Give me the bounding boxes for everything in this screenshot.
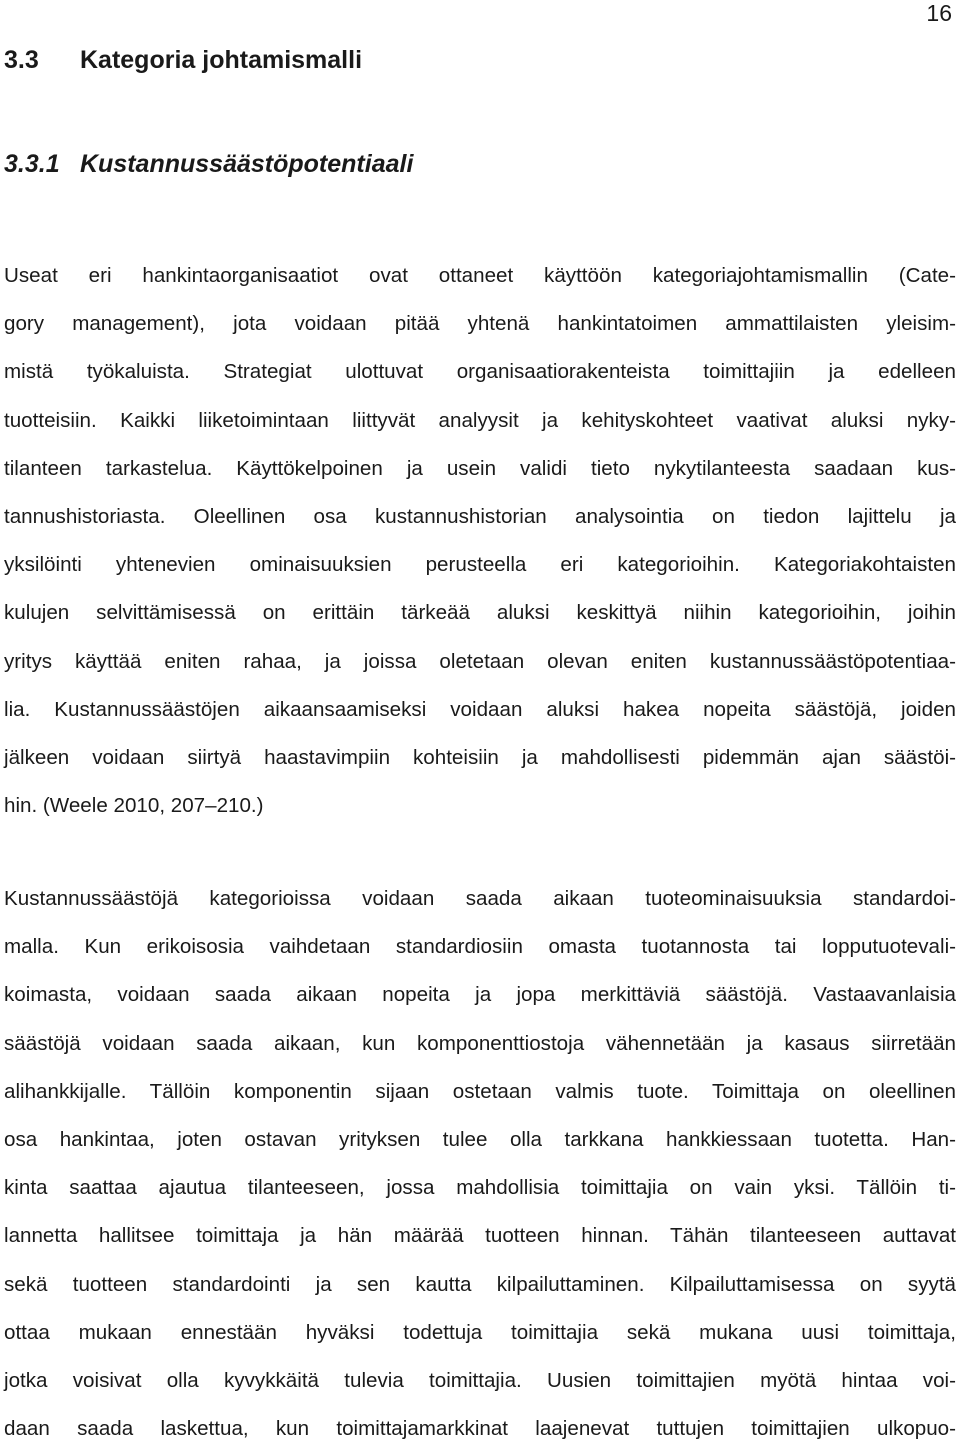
section-title: Kategoria johtamismalli [80,46,363,74]
paragraph-line: kinta saattaa ajautua tilanteeseen, jossa mahdollisia toimittajia on vain yksi. Tällöin ti- [4,1176,956,1200]
paragraph-line: koimasta, voidaan saada aikaan nopeita ja jopa merkittäviä säästöjä. Vastaavanlaisia [4,983,956,1007]
subsection-number: 3.3.1 [4,150,60,178]
paragraph-line: lannetta hallitsee toimittaja ja hän määrää tuotteen hinnan. Tähän tilanteeseen auttavat [4,1224,956,1248]
subsection-heading [4,148,413,180]
paragraph-line: säästöjä voidaan saada aikaan, kun komponenttiostoja vähennetään ja kasaus siirretään [4,1031,956,1055]
paragraph-line: hin. (Weele 2010, 207–210.) [4,794,264,818]
paragraph-1 [4,252,956,830]
paragraph-line: ottaa mukaan ennestään hyväksi todettuja toimittajia sekä mukana uusi toimittaja, [4,1320,956,1344]
paragraph-line: tannushistoriasta. Oleellinen osa kustannushistorian analysointia on tiedon lajittelu ja [4,504,956,528]
paragraph-line: kulujen selvittämisessä on erittäin tärkeää aluksi keskittyä niihin kategorioihin, joihin [4,601,956,625]
page-number: 16 [926,0,952,26]
section-heading [4,44,362,76]
paragraph-line: gory management), jota voidaan pitää yhtenä hankintatoimen ammattilaisten yleisim- [4,312,956,336]
paragraph-line: Kustannussäästöjä kategorioissa voidaan saada aikaan tuoteominaisuuksia standardoi- [4,887,956,910]
paragraph-line: yritys käyttää eniten rahaa, ja joissa oletetaan olevan eniten kustannussäästöpotentiaa- [4,649,956,673]
paragraph-line: jälkeen voidaan siirtyä haastavimpiin kohteisiin ja mahdollisesti pidemmän ajan säästöi- [4,745,956,769]
paragraph-line: Useat eri hankintaorganisaatiot ovat ottaneet käyttöön kategoriajohtamismallin (Cate- [4,264,956,287]
section-number: 3.3 [4,46,39,74]
paragraph-line: sekä tuotteen standardointi ja sen kautta kilpailuttaminen. Kilpailuttamisessa on syytä [4,1272,956,1296]
paragraph-line: yksilöinti yhtenevien ominaisuuksien perusteella eri kategorioihin. Kategoriakohtaisten [4,553,956,577]
paragraph-line: lia. Kustannussäästöjen aikaansaamiseksi voidaan aluksi hakea nopeita säästöjä, joiden [4,697,956,721]
paragraph-line: osa hankintaa, joten ostavan yrityksen tulee olla tarkkana hankkiessaan tuotetta. Han- [4,1127,956,1151]
paragraph-line: jotka voisivat olla kyvykkäitä tulevia toimittajia. Uusien toimittajien myötä hintaa voi- [4,1368,956,1392]
paragraph-line: daan saada laskettua, kun toimittajamarkkinat laajenevat tuttujen toimittajien ulkopuo- [4,1417,956,1441]
subsection-title: Kustannussäästöpotentiaali [80,150,414,178]
paragraph-line: tuotteisiin. Kaikki liiketoimintaan liittyvät analyysit ja kehityskohteet vaativat aluksi nyky- [4,408,956,432]
paragraph-line: malla. Kun erikoisosia vaihdetaan standardiosiin omasta tuotannosta tai lopputuotevali- [4,935,956,959]
paragraph-2 [4,875,956,1453]
paragraph-line: alihankkijalle. Tällöin komponentin sijaan ostetaan valmis tuote. Toimittaja on oleellinen [4,1079,956,1103]
paragraph-line: tilanteen tarkastelua. Käyttökelpoinen ja usein validi tieto nykytilanteesta saadaan kus- [4,456,956,480]
paragraph-line: mistä työkaluista. Strategiat ulottuvat organisaatiorakenteista toimittajiin ja edelleen [4,360,956,384]
